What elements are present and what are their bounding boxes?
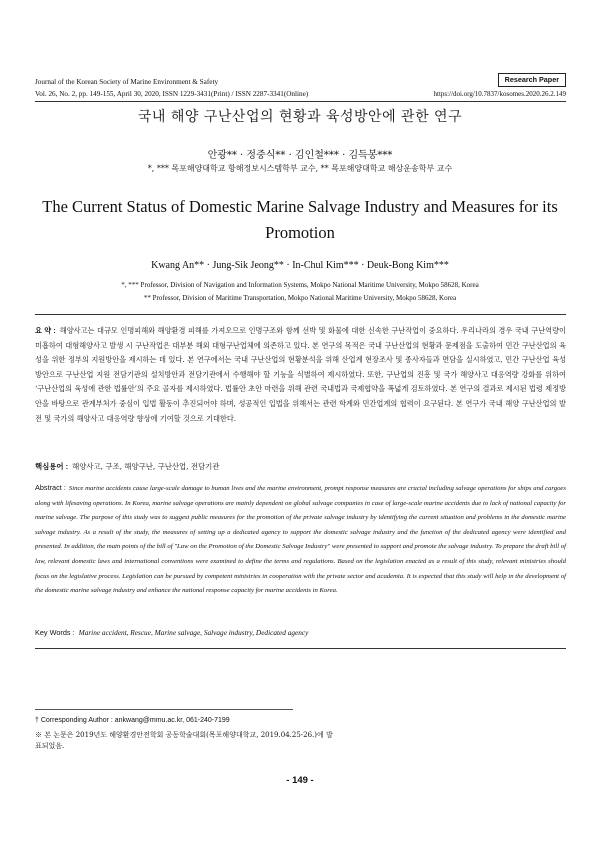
- english-affiliation-1: *, *** Professor, Division of Navigation and Information Systems, Mokpo National Maritime University, Mokpo 58628, Korea: [121, 281, 479, 289]
- english-authors: Kwang An** · Jung-Sik Jeong** · In-Chul Kim*** · Deuk-Bong Kim***: [151, 260, 449, 271]
- korean-abstract-text: 해양사고는 대규모 인명피해와 해양환경 피해를 가져오므로 인명구조와 함께 선박 및 화물에 대한 신속한 구난작업이 중요하다. 우리나라의 경우 국내 구난역량이 미흡하여 대형해양사고 발생 시 구난작업은 대부분 해외 대형구난업체에 의존하고 있다. 본 연구의 목적은 국내 구난산업의 현황과 문제점을 도출하여 민간 구난산업의 육성을 위한 정부의 지원방안을 제시하는 데 있다. 본 연구에서는 국내 구난산업의 현황분석을 위해 산업계 현장조사 및 종사자들과 면담을 실시하였고, 민간 구난산업 육성방안으로 구난산업 지원 전담기관의 설치방안과 전담기관에서 수행해야 할 기능을 식별하여 제시하였다. 또한, 구난업의 진흥 및 국가 해양사고 대응역량 강화를 위하여 ‘구난산업의 육성에 관한 법률안’의 주요 골자를 제시하였다. 법률안 초안 마련을 위해 관련 국내법과 국제협약을 폭넓게 검토하였다. 본 연구의 결과로 제시된 법령 제정방안을 바탕으로 관계부처가 중심이 입법 활동이 추진되어야 하며, 성공적인 입법을 위해서는 관련 학계와 민간업계의 협력이 요구된다. 본 연구가 국내 해양 구난산업의 발전 및 국가의 해양사고 대응역량 향상에 기여할 것으로 기대한다.: [35, 326, 566, 423]
- korean-title: 국내 해양 구난산업의 현황과 육성방안에 관한 연구: [137, 109, 463, 125]
- abstract-top-rule: [35, 314, 566, 315]
- english-title: The Current Status of Domestic Marine Salvage Industry and Measures for its Promotion: [42, 197, 558, 242]
- korean-abstract-label: 요 약 :: [35, 326, 56, 335]
- corresponding-author-note: † Corresponding Author : ankwang@mmu.ac.kr, 061-240-7199: [35, 717, 230, 724]
- english-keywords: [35, 628, 308, 637]
- english-abstract: [35, 481, 566, 599]
- english-abstract-label: Abstract :: [35, 483, 66, 492]
- abstract-bottom-rule: [35, 648, 566, 649]
- english-abstract-text: Since marine accidents cause large-scale damage to human lives and the marine environment, prompt response measures are crucial including salvage operations for ships and cargoes along with lifesaving operations. In Korea, marine salvage operations are mainly dependent on global salvage companies in case of large-scale marine accidents due to lack of national capacity for marine salvage. The purpose of this study was to suggest public measures for the promotion of the private salvage industry by identifying the current situation and problems in the domestic marine salvage industry. As a result of the study, the measures of setting up a dedicated agency to support the domestic salvage industry and the function of the dedicated agency were identified and presented. In addition, the main points of the bill of "Law on the Promotion of the Domestic Salvage Industry" were presented to support and promote the salvage industry. To prepare the draft bill of law, relevant domestic laws and international conventions were examined to define the terms and regulations. Based on the legislation enacted as a result of this study, relevant ministries should focus on the legislative process. Legislation can be pursued by competent ministries in cooperation with the private sector and academia. It is expected that this study will help in the development of the domestic marine salvage industry and enhance the national response capacity for marine accidents in Korea.: [35, 485, 566, 595]
- korean-authors: 안광** · 정중식** · 김인철*** · 김득봉***: [207, 150, 393, 161]
- research-paper-badge: Research Paper: [498, 73, 566, 87]
- korean-affiliation: *, *** 목포해양대학교 항해정보시스템학부 교수, ** 목포해양대학교 해상운송학부 교수: [147, 164, 453, 173]
- korean-keywords: [35, 461, 219, 472]
- page-number: - 149 -: [286, 775, 314, 786]
- english-keywords-label: Key Words :: [35, 628, 75, 637]
- korean-keywords-text: 해양사고, 구조, 해양구난, 구난산업, 전담기관: [72, 462, 220, 471]
- volume-info: Vol. 26, No. 2, pp. 149-155, April 30, 2020, ISSN 1229-3431(Print) / ISSN 2287-3341(Online): [35, 90, 309, 98]
- korean-keywords-label: 핵심용어 :: [35, 462, 69, 471]
- journal-name: Journal of the Korean Society of Marine Environment & Safety: [35, 78, 219, 86]
- english-affiliation-2: ** Professor, Division of Maritime Transportation, Mokpo National Maritime University, Mokpo 58628, Korea: [143, 294, 457, 302]
- doi-link[interactable]: https://doi.org/10.7837/kosomes.2020.26.2.149: [433, 90, 566, 98]
- header-rule: [35, 101, 566, 102]
- korean-abstract: [35, 324, 566, 426]
- footnote-rule: [35, 709, 293, 710]
- english-keywords-text: Marine accident, Rescue, Marine salvage, Salvage industry, Dedicated agency: [78, 628, 309, 637]
- conference-note: ※ 본 논문은 2019년도 해양환경안전학회 공동학술대회(목포해양대학교, 2019.04.25-26.)에 발표되었음.: [35, 731, 333, 750]
